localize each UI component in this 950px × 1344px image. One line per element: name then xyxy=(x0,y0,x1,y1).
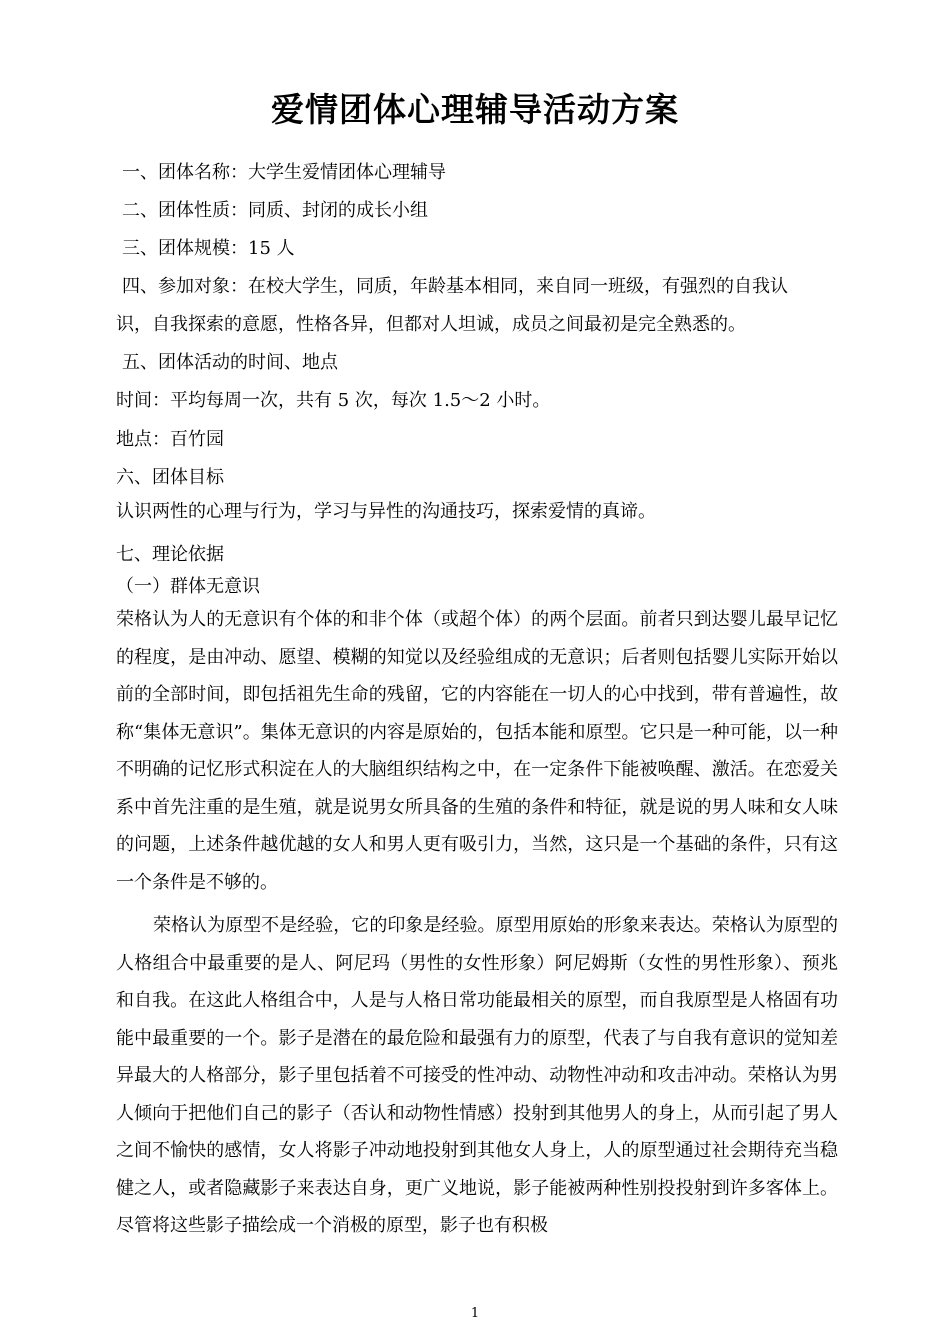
body-paragraph-2: 荣格认为原型不是经验，它的印象是经验。原型用原始的形象来表达。荣格认为原型的人格组合中最重要的是人、阿尼玛（男性的女性形象）阿尼姆斯（女性的男性形象）、预兆和自我。在这此人格组合中，人是与人格日常功能最相关的原型，而自我原型是人格固有功能中最重要的一个。影子是潜在的最危险和最强有力的原型，代表了与自我有意识的觉知差异最大的人格部分，影子里包括着不可接受的性冲动、动物性冲动和攻击冲动。荣格认为男人倾向于把他们自己的影子（否认和动物性情感）投射到其他男人的身上，从而引起了男人之间不愉快的感情，女人将影子冲动地投射到其他女人身上，人的原型通过社会期待充当稳健之人，或者隐藏影子来表达自身，更广义地说，影子能被两种性别投投射到许多客体上。尽管将这些影子描绘成一个消极的原型，影子也有积极 xyxy=(116,915,838,1236)
place-line: 地点：百竹园 xyxy=(116,429,224,450)
document-title: 爱情团体心理辅导活动方案 xyxy=(271,90,679,129)
subsection-collective-unconscious: （一）群体无意识 xyxy=(116,576,260,597)
section-goal-heading: 六、团体目标 xyxy=(116,467,224,488)
section-group-nature: 二、团体性质：同质、封闭的成长小组 xyxy=(122,200,428,221)
section-theory-heading: 七、理论依据 xyxy=(116,544,224,565)
page-number: 1 xyxy=(470,1306,480,1321)
goal-line: 认识两性的心理与行为，学习与异性的沟通技巧，探索爱情的真谛。 xyxy=(116,501,656,522)
section-participants-line1: 四、参加对象：在校大学生，同质，年龄基本相同，来自同一班级，有强烈的自我认 xyxy=(122,276,788,297)
section-time-place-heading: 五、团体活动的时间、地点 xyxy=(122,352,338,373)
section-group-name: 一、团体名称：大学生爱情团体心理辅导 xyxy=(122,162,446,183)
time-line: 时间：平均每周一次，共有 5 次，每次 1.5～2 小时。 xyxy=(116,390,551,411)
section-group-size: 三、团体规模：15 人 xyxy=(122,238,295,259)
section-participants-line2: 识，自我探索的意愿，性格各异，但都对人坦诚，成员之间最初是完全熟悉的。 xyxy=(116,314,746,335)
body-paragraph-1: 荣格认为人的无意识有个体的和非个体（或超个体）的两个层面。前者只到达婴儿最早记忆的程度，是由冲动、愿望、模糊的知觉以及经验组成的无意识；后者则包括婴儿实际开始以前的全部时间，即包括祖先生命的残留，它的内容能在一切人的心中找到，带有普遍性，故称“集体无意识”。集体无意识的内容是原始的，包括本能和原型。它只是一种可能，以一种不明确的记忆形式积淀在人的大脑组织结构之中，在一定条件下能被唤醒、激活。在恋爱关系中首先注重的是生殖，就是说男女所具备的生殖的条件和特征，就是说的男人味和女人味的问题，上述条件越优越的女人和男人更有吸引力，当然，这只是一个基础的条件，只有这一个条件是不够的。 xyxy=(116,609,838,893)
